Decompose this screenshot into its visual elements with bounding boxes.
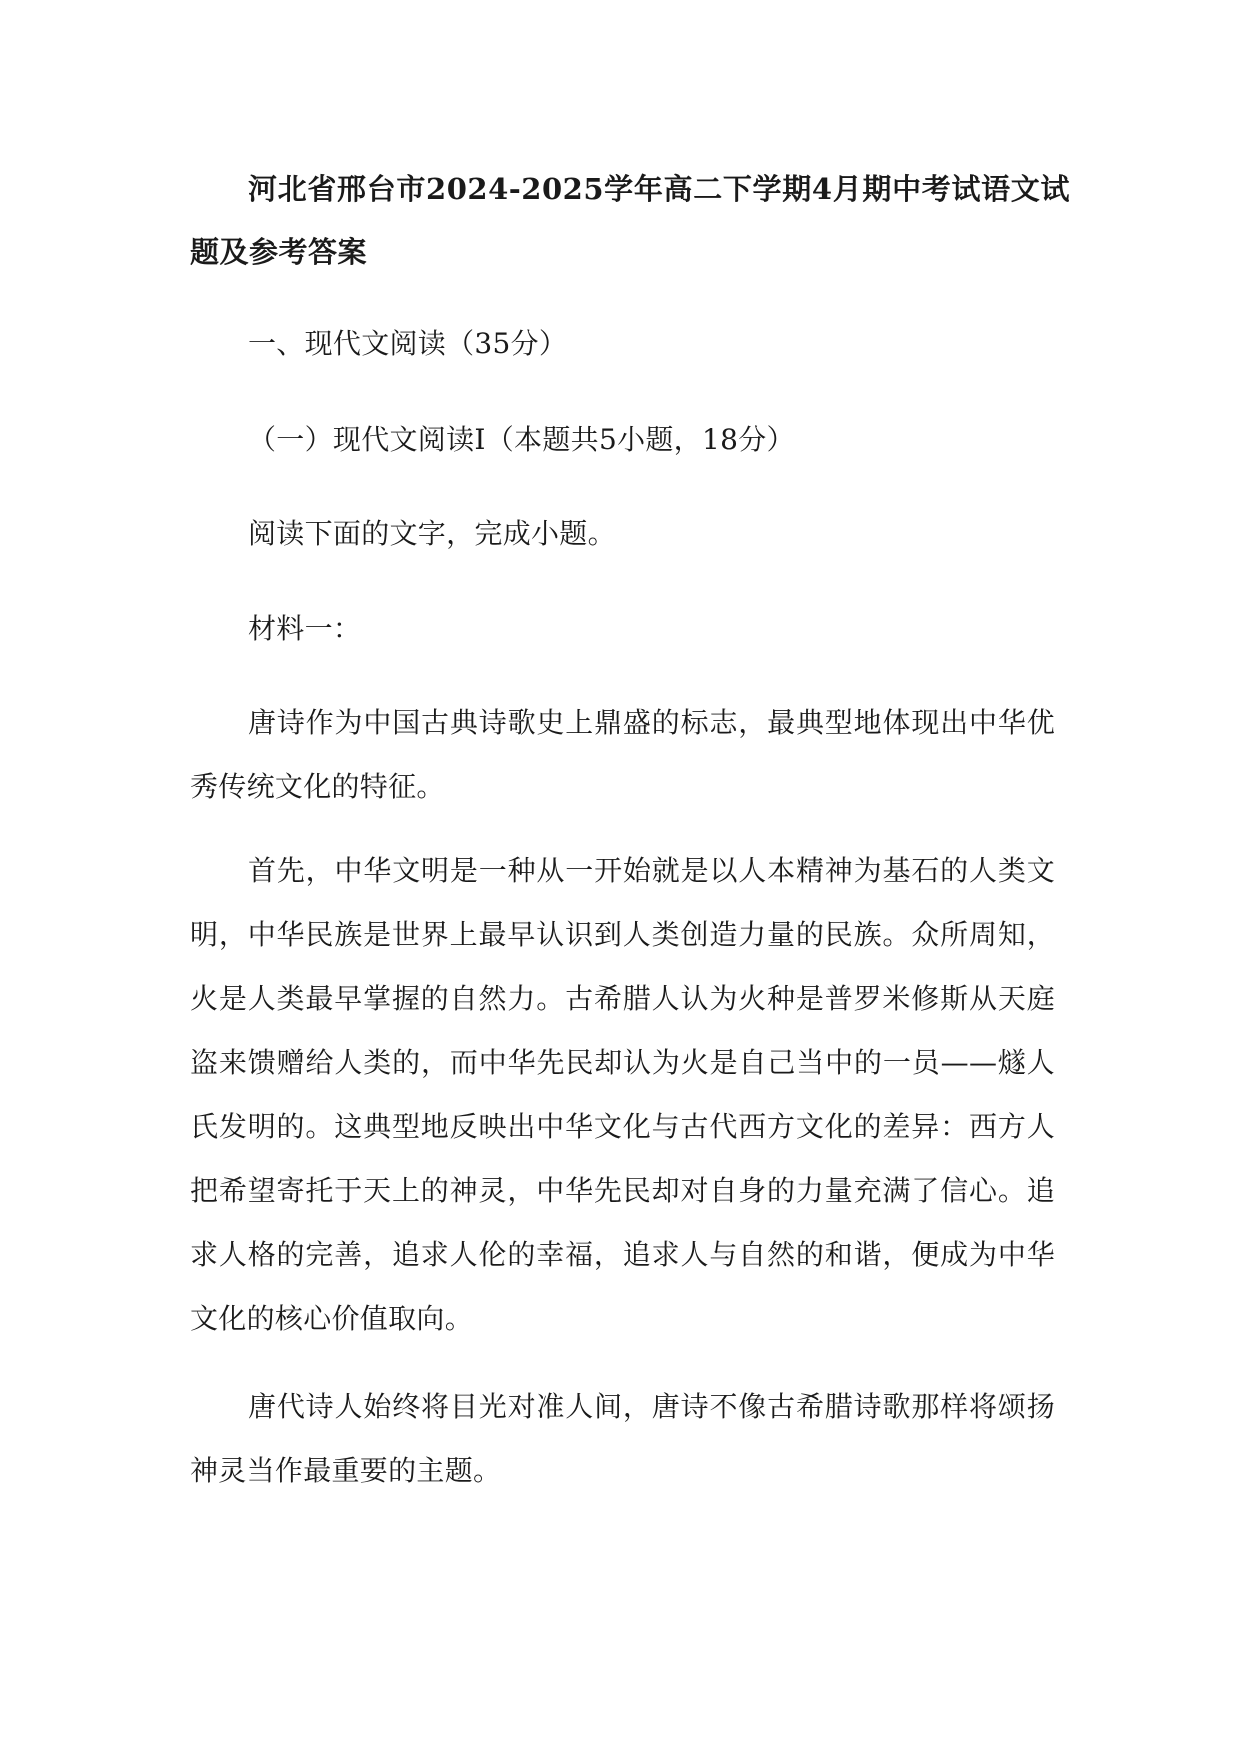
body-paragraph-2: 首先，中华文明是一种从一开始就是以人本精神为基石的人类文明，中华民族是世界上最早认识到人类创造力量的民族。众所周知，火是人类最早掌握的自然力。古希腊人认为火种是普罗米修斯从天庭盗来馈赠给人类的，而中华先民却认为火是自己当中的一员——燧人氏发明的。这典型地反映出中华文化与古代西方文化的差异：西方人把希望寄托于天上的神灵，中华先民却对自身的力量充满了信心。追求人格的完善，追求人伦的幸福，追求人与自然的和谐，便成为中华文化的核心价值取向。 bbox=[190, 854, 1055, 1335]
reading-instruction: 阅读下面的文字，完成小题。 bbox=[248, 517, 616, 550]
material-label: 材料一： bbox=[248, 612, 362, 645]
subsection-heading: （一）现代文阅读Ⅰ（本题共5小题，18分） bbox=[248, 423, 795, 456]
body-paragraph-3: 唐代诗人始终将目光对准人间，唐诗不像古希腊诗歌那样将颂扬神灵当作最重要的主题。 bbox=[190, 1390, 1055, 1487]
section-heading: 一、现代文阅读（35分） bbox=[248, 327, 568, 360]
document-title: 河北省邢台市2024-2025学年高二下学期4月期中考试语文试题及参考答案 bbox=[190, 172, 1070, 269]
body-paragraph-1: 唐诗作为中国古典诗歌史上鼎盛的标志，最典型地体现出中华优秀传统文化的特征。 bbox=[190, 706, 1055, 803]
